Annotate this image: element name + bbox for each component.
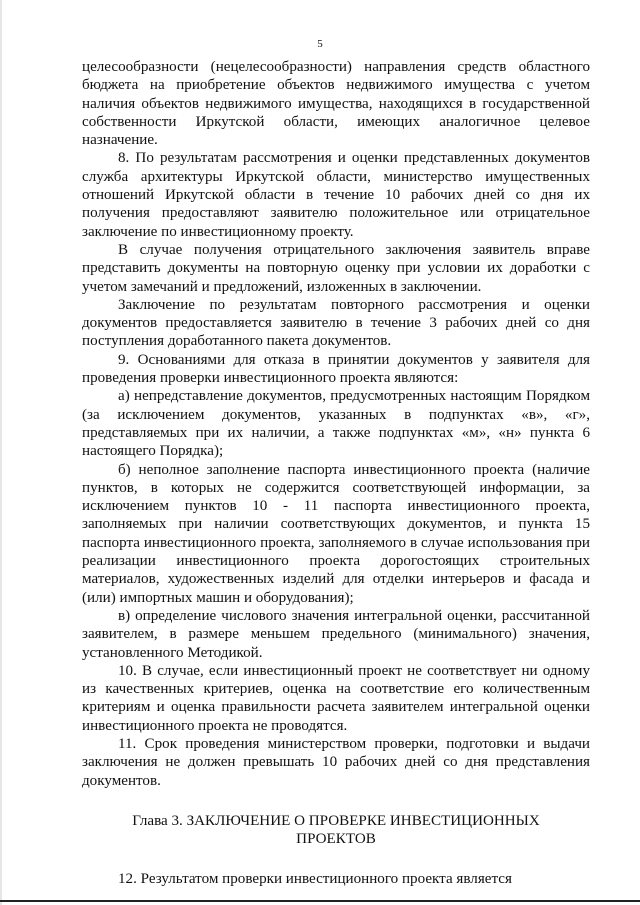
scan-edge-left [0,0,2,905]
paragraph-subitem-v: в) определение числового значения интегральной оценки, рассчитанной заявителем, в размере меньшем предельного (минимального) значения, установленного Методикой. [82,607,590,661]
paragraph-item-9: 9. Основаниями для отказа в принятии документов у заявителя для проведения проверки инвестиционного проекта являются: [82,351,590,387]
paragraph-item-12: 12. Результатом проверки инвестиционного проекта является [118,871,512,888]
paragraph-repeat-review: Заключение по результатам повторного рассмотрения и оценки документов предоставляется заявителю в течение 3 рабочих дней со дня поступления доработанного пакета документов. [82,296,590,350]
scan-edge-bottom [0,900,640,902]
paragraph-item-10: 10. В случае, если инвестиционный проект не соответствует ни одному из качественных критериев, оценка на соответствие его количественным критериям и оценка правильности расчета заявителем интегральной оценки инвестиционного проекта не проводятся. [82,662,590,734]
paragraph-item-11: 11. Срок проведения министерством проверки, подготовки и выдачи заключения не должен превышать 10 рабочих дней со дня представления документов. [82,735,590,789]
paragraph-subitem-b: б) неполное заполнение паспорта инвестиционного проекта (наличие пунктов, в которых не содержится соответствующей информации, за исключением пунктов 10 - 11 паспорта инвестиционного проекта, заполняемых при наличии соответствующих документов, и пункта 15 паспорта инвестиционного проекта, заполняемого в случае использования при реализации инвестиционного проекта дорогостоящих строительных материалов, художественных изделий для отделки интерьеров и фасада и (или) импортных машин и оборудования); [82,461,590,606]
paragraph-item-8: 8. По результатам рассмотрения и оценки представленных документов служба архитектуры Иркутской области, министерство имущественных отношений Иркутской области в течение 10 рабочих дней со дня их получения предоставляют заявителю положительное или отрицательное заключение по инвестиционному проекту. [82,150,590,240]
paragraph-continuation: целесообразности (нецелесообразности) направления средств областного бюджета на приобретение объектов недвижимого имущества с учетом наличия объектов недвижимого имущества, находящихся в государственной собственности Иркутской области, имеющих аналогичное целевое назначение. [82,59,590,149]
page-number: 5 [317,38,323,50]
paragraph-subitem-a: а) непредставление документов, предусмотренных настоящим Порядком (за исключением документов, указанных в подпунктах «в», «г», представляемых при их наличии, а также подпунктах «м», «н» пункта 6 настоящего Порядка); [82,388,590,460]
document-body [82,58,590,889]
chapter-heading: Глава 3. ЗАКЛЮЧЕНИЕ О ПРОВЕРКЕ ИНВЕСТИЦИОННЫХ ПРОЕКТОВ [132,812,540,848]
paragraph-negative-conclusion: В случае получения отрицательного заключения заявитель вправе представить документы на повторную оценку при условии их доработки с учетом замечаний и предложений, изложенных в заключении. [82,241,590,295]
